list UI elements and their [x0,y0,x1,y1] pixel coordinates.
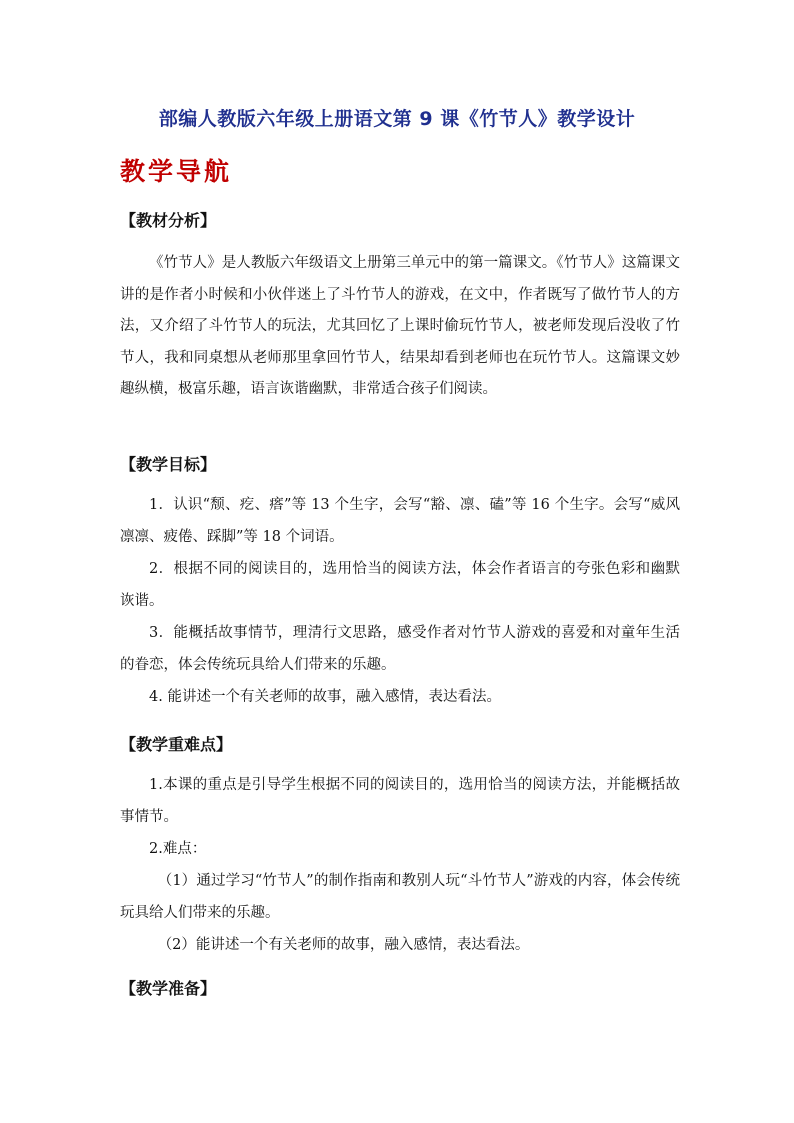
key-point-item-2: 2.难点： [149,841,207,857]
teaching-goals-heading: 【教学目标】 [120,455,217,474]
preparation-heading: 【教学准备】 [120,979,217,998]
key-point-subitem-1: （1）通过学习“竹节人”的制作指南和教别人玩“斗竹节人”游戏的内容，体会传统玩具给人们带来的乐趣。 [120,873,680,921]
goal-item-2: 2．根据不同的阅读目的，选用恰当的阅读方法，体会作者语言的夸张色彩和幽默诙谐。 [120,561,680,609]
material-analysis-heading: 【教材分析】 [120,211,217,230]
key-point-item-1: 1.本课的重点是引导学生根据不同的阅读目的，选用恰当的阅读方法，并能概括故事情节。 [120,777,680,825]
goal-item-4: 4. 能讲述一个有关老师的故事，融入感情，表达看法。 [149,689,501,705]
material-analysis-paragraph: 《竹节人》是人教版六年级语文上册第三单元中的第一篇课文。《竹节人》这篇课文讲的是作者小时候和小伙伴迷上了斗竹节人的游戏，在文中，作者既写了做竹节人的方法，又介绍了斗竹节人的玩法，尤其回忆了上课时偷玩竹节人，被老师发现后没收了竹节人，我和同桌想从老师那里拿回竹节人，结果却看到老师也在玩竹节人。这篇课文妙趣纵横，极富乐趣，语言诙谐幽默，非常适合孩子们阅读。 [120,255,680,397]
key-point-subitem-2: （2）能讲述一个有关老师的故事，融入感情，表达看法。 [157,937,530,953]
teaching-navigation-heading: 教学导航 [120,157,233,186]
goal-item-1: 1．认识“颓、疙、瘩”等 13 个生字，会写“豁、凛、磕”等 16 个生字。会写“威风凛凛、疲倦、踩脚”等 18 个词语。 [120,497,680,545]
key-points-heading: 【教学重难点】 [120,735,233,754]
goal-item-3: 3．能概括故事情节，理清行文思路，感受作者对竹节人游戏的喜爱和对童年生活的眷恋，体会传统玩具给人们带来的乐趣。 [120,625,680,673]
document-title: 部编人教版六年级上册语文第 9 课《竹节人》教学设计 [158,108,636,130]
